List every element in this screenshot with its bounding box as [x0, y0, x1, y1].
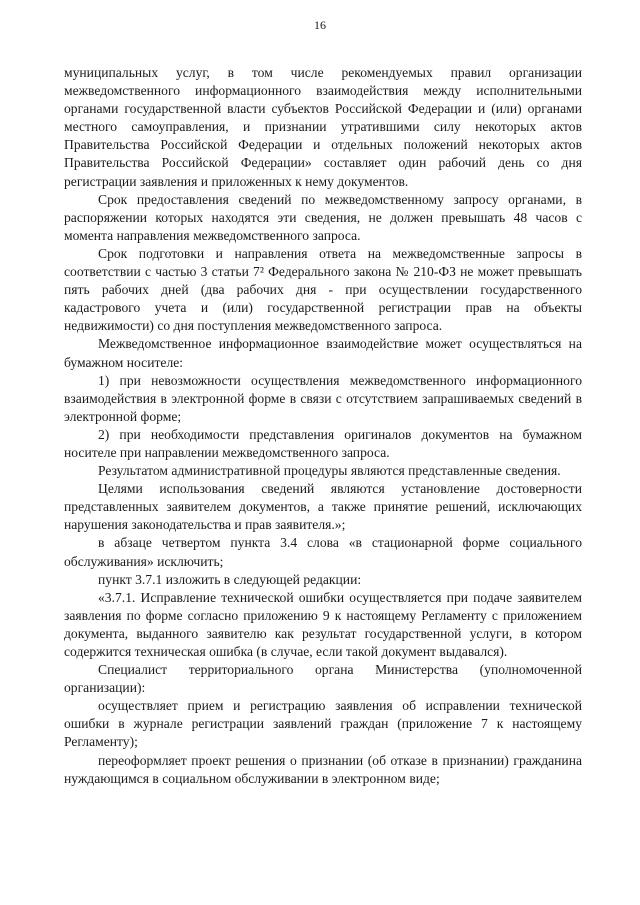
paragraph: переоформляет проект решения о признании (об отказе в признании) гражданина нуждающимся в социальном обслуживании в электронном виде; — [64, 752, 582, 786]
paragraph: «3.7.1. Исправление технической ошибки осуществляется при подаче заявителем заявления по форме согласно приложению 9 к настоящему Регламенту с приложением документа, выданного заявителю как результат государственной услуги, в котором содержится техническая ошибка (в случае, если такой документ выдавался). — [64, 589, 582, 659]
list-item-paragraph: 1) при невозможности осуществления межведомственного информационного взаимодействия в электронной форме в связи с отсутствием запрашиваемых сведений в электронной форме; — [64, 372, 582, 424]
paragraph: Срок предоставления сведений по межведомственному запросу органами, в распоряжении которых находятся эти сведения, не должен превышать 48 часов с момента направления межведомственного запроса. — [64, 191, 582, 243]
amendment-paragraph: пункт 3.7.1 изложить в следующей редакции: — [98, 571, 362, 587]
paragraph: Специалист территориального органа Министерства (уполномоченной организации): — [64, 662, 582, 696]
paragraph: муниципальных услуг, в том числе рекомендуемых правил организации межведомственного информационного взаимодействия между исполнительными органами государственной власти субъектов Российской Федерации и (или) органами местного самоуправления, и признании утратившими силу некоторых актов Правительства Российской Федерации и отдельных положений некоторых актов Правительства Российской Федерации» составляет один рабочий день со дня регистрации заявления и приложенных к нему документов. — [64, 65, 582, 189]
amendment-paragraph: в абзаце четвертом пункта 3.4 слова «в стационарной форме социального обслуживания» исключить; — [64, 535, 582, 569]
paragraph: Межведомственное информационное взаимодействие может осуществляться на бумажном носителе: — [64, 336, 582, 370]
list-item-paragraph: 2) при необходимости представления оригиналов документов на бумажном носителе при направлении межведомственного запроса. — [64, 426, 582, 460]
document-body — [64, 64, 582, 788]
paragraph: Срок подготовки и направления ответа на межведомственные запросы в соответствии с частью 3 статьи 7² Федерального закона № 210-ФЗ не может превышать пять рабочих дней (два рабочих дня - при осуществлении государственного кадастрового учета и (или) государственной регистрации прав на объекты недвижимости) со дня поступления межведомственного запроса. — [64, 245, 582, 334]
paragraph: Целями использования сведений являются установление достоверности представленных заявителем документов, а также принятие решений, исключающих нарушения законодательства и прав заявителя.»; — [64, 481, 582, 533]
page-number: 16 — [314, 18, 326, 32]
paragraph: осуществляет прием и регистрацию заявления об исправлении технической ошибки в журнале регистрации заявлений граждан (приложение 7 к настоящему Регламенту); — [64, 698, 582, 750]
paragraph: Результатом административной процедуры являются представленные сведения. — [98, 463, 561, 479]
